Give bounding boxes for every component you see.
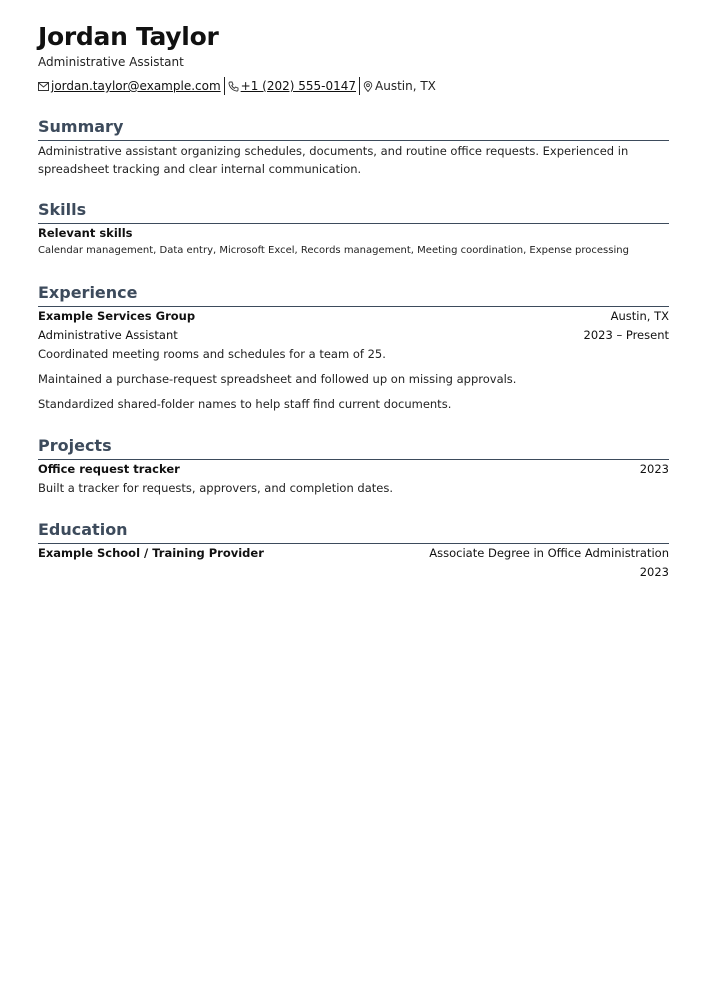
project-year: 2023 bbox=[639, 462, 669, 476]
section-divider bbox=[38, 140, 669, 141]
skills-section bbox=[38, 199, 669, 259]
contact-email bbox=[38, 79, 221, 93]
projects-section bbox=[38, 435, 669, 498]
skills-list: Calendar management, Data entry, Microsoft Excel, Records management, Meeting coordination, Expense processing bbox=[38, 245, 629, 256]
envelope-icon bbox=[38, 82, 49, 91]
degree-name: Associate Degree in Office Administration bbox=[429, 546, 669, 560]
summary-text: Administrative assistant organizing schedules, documents, and routine office requests. Experienced in spreadsheet tracking and clear internal communication. bbox=[38, 144, 629, 176]
education-row bbox=[38, 544, 669, 563]
job-dates: 2023 – Present bbox=[583, 328, 669, 342]
email-link[interactable]: jordan.taylor@example.com bbox=[51, 79, 221, 93]
experience-bullet: Coordinated meeting rooms and schedules for a team of 25. bbox=[38, 347, 386, 361]
contact-location bbox=[363, 79, 436, 93]
contact-divider bbox=[224, 77, 225, 95]
education-year-row bbox=[38, 563, 669, 582]
project-name: Office request tracker bbox=[38, 462, 180, 476]
experience-bullet: Maintained a purchase-request spreadsheet and followed up on missing approvals. bbox=[38, 372, 517, 386]
experience-role-row bbox=[38, 326, 669, 345]
experience-section bbox=[38, 282, 669, 414]
project-description: Built a tracker for requests, approvers, and completion dates. bbox=[38, 481, 393, 495]
project-row bbox=[38, 460, 669, 479]
map-pin-icon bbox=[363, 81, 373, 92]
school-name: Example School / Training Provider bbox=[38, 546, 264, 560]
phone-icon bbox=[228, 81, 239, 92]
section-heading: Projects bbox=[38, 436, 112, 455]
summary-section bbox=[38, 116, 669, 178]
location-text: Austin, TX bbox=[375, 79, 436, 93]
contact-bar bbox=[38, 77, 436, 95]
experience-bullet: Standardized shared-folder names to help staff find current documents. bbox=[38, 397, 452, 411]
education-year: 2023 bbox=[639, 565, 669, 579]
candidate-title: Administrative Assistant bbox=[38, 55, 184, 69]
section-heading: Summary bbox=[38, 117, 124, 136]
company-name: Example Services Group bbox=[38, 309, 196, 323]
section-heading: Experience bbox=[38, 283, 138, 302]
contact-divider bbox=[359, 77, 360, 95]
experience-company-row bbox=[38, 307, 669, 326]
phone-link[interactable]: +1 (202) 555-0147 bbox=[240, 79, 357, 93]
job-role: Administrative Assistant bbox=[38, 328, 178, 342]
section-heading: Education bbox=[38, 520, 128, 539]
company-location: Austin, TX bbox=[610, 309, 669, 323]
section-heading: Skills bbox=[38, 200, 87, 219]
skills-group-label: Relevant skills bbox=[38, 226, 133, 240]
candidate-name: Jordan Taylor bbox=[38, 22, 219, 51]
skills-group-row bbox=[38, 224, 669, 243]
education-section bbox=[38, 519, 669, 582]
contact-phone bbox=[228, 79, 356, 93]
